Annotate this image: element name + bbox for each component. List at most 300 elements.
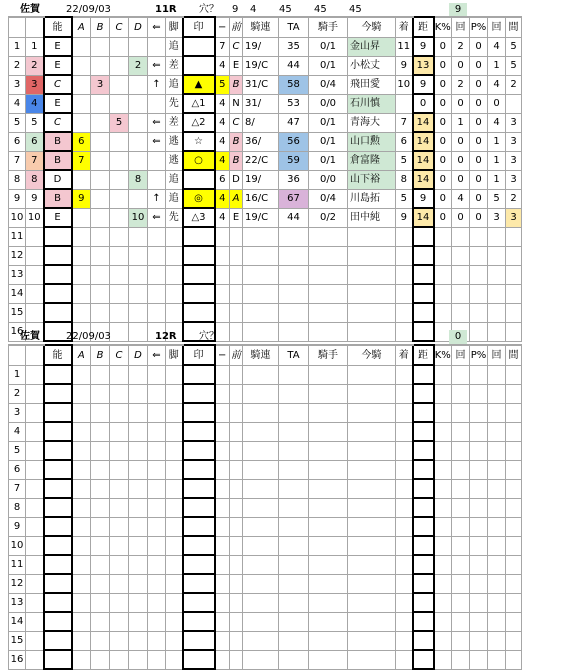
cell-chaku [396, 498, 413, 517]
cell-ta: 58 [279, 75, 309, 94]
cell-b [91, 56, 110, 75]
table-row [9, 555, 522, 574]
cell-kyori: 14 [413, 113, 434, 132]
cell-d [129, 322, 148, 341]
cell-ta [279, 593, 309, 612]
cell-shirushi [183, 37, 215, 56]
cell-kiren [243, 460, 279, 479]
cell-kan: 3 [506, 151, 522, 170]
cell-ta: 56 [279, 132, 309, 151]
cell-n: 5 [9, 441, 26, 460]
cell-konki [348, 650, 396, 669]
cell-d [129, 132, 148, 151]
cell-kai2 [488, 498, 506, 517]
cell-kyaku: 追 [166, 37, 183, 56]
cell-kai2: 1 [488, 170, 506, 189]
cell-shirushi [183, 403, 215, 422]
cell-kyori: 9 [413, 189, 434, 208]
cell-n: 9 [9, 517, 26, 536]
cell-kan [506, 422, 522, 441]
cell-k: 0 [434, 75, 452, 94]
cell-kai2 [488, 303, 506, 322]
col-header-13: TA [279, 345, 309, 365]
cell-kyaku: 逃 [166, 132, 183, 151]
cell-d [129, 94, 148, 113]
cell-kai [452, 365, 470, 384]
cell-kyori [413, 303, 434, 322]
cell-minus: 4 [215, 113, 230, 132]
cell-nou [44, 593, 72, 612]
cell-kai [452, 246, 470, 265]
cell-b [91, 650, 110, 669]
cell-kan: 5 [506, 37, 522, 56]
cell-k [434, 384, 452, 403]
cell-a [72, 612, 91, 631]
cell-p [470, 403, 488, 422]
cell-a [72, 650, 91, 669]
cell-mae [230, 460, 243, 479]
cell-c [110, 56, 129, 75]
cell-shirushi: △2 [183, 113, 215, 132]
cell-mae [230, 536, 243, 555]
cell-d [129, 384, 148, 403]
cell-nou: C [44, 75, 72, 94]
cell-kiren [243, 479, 279, 498]
cell-kan [506, 536, 522, 555]
cell-c [110, 517, 129, 536]
table-row [9, 56, 522, 75]
cell-k: 0 [434, 56, 452, 75]
cell-kai2 [488, 574, 506, 593]
cell-arrow [148, 284, 166, 303]
col-header-14: 騎手 [309, 345, 348, 365]
cell-u [26, 612, 44, 631]
cell-shirushi [183, 246, 215, 265]
cell-minus [215, 631, 230, 650]
cell-chaku [396, 94, 413, 113]
cell-nou: E [44, 37, 72, 56]
cell-shirushi: △3 [183, 208, 215, 227]
cell-mae [230, 517, 243, 536]
cell-u: 10 [26, 208, 44, 227]
cell-kyori: 14 [413, 132, 434, 151]
race1-topnum-3: 45 [314, 4, 327, 15]
cell-minus: 7 [215, 37, 230, 56]
cell-kan [506, 227, 522, 246]
cell-kyaku [166, 303, 183, 322]
cell-chaku [396, 460, 413, 479]
cell-n: 6 [9, 132, 26, 151]
col-header-5: C [110, 345, 129, 365]
cell-n: 4 [9, 94, 26, 113]
cell-kyaku [166, 441, 183, 460]
cell-p: 0 [470, 189, 488, 208]
cell-shirushi: ◎ [183, 189, 215, 208]
cell-c [110, 189, 129, 208]
cell-u [26, 303, 44, 322]
cell-d [129, 284, 148, 303]
cell-kishu [309, 246, 348, 265]
cell-kiren: 36/ [243, 132, 279, 151]
col-header-17: 距 [413, 17, 434, 37]
cell-nou [44, 517, 72, 536]
cell-mae [230, 593, 243, 612]
cell-n: 1 [9, 365, 26, 384]
cell-kai2 [488, 284, 506, 303]
cell-n: 4 [9, 422, 26, 441]
cell-kiren: 8/ [243, 113, 279, 132]
cell-mae [230, 422, 243, 441]
cell-minus [215, 460, 230, 479]
cell-kishu: 0/4 [309, 75, 348, 94]
cell-kishu [309, 498, 348, 517]
cell-minus [215, 246, 230, 265]
cell-kai [452, 265, 470, 284]
cell-b [91, 227, 110, 246]
cell-mae [230, 650, 243, 669]
cell-chaku [396, 322, 413, 341]
col-header-0 [9, 17, 26, 37]
cell-u [26, 498, 44, 517]
cell-nou: B [44, 151, 72, 170]
cell-chaku: 7 [396, 113, 413, 132]
col-header-22: 間 [506, 17, 522, 37]
cell-chaku [396, 612, 413, 631]
cell-kai2 [488, 403, 506, 422]
cell-b [91, 284, 110, 303]
cell-mae [230, 265, 243, 284]
cell-kyaku [166, 593, 183, 612]
cell-kai: 0 [452, 132, 470, 151]
cell-kai [452, 403, 470, 422]
cell-kishu [309, 555, 348, 574]
col-header-17: 距 [413, 345, 434, 365]
cell-c [110, 441, 129, 460]
cell-b [91, 151, 110, 170]
cell-c [110, 246, 129, 265]
cell-minus [215, 555, 230, 574]
cell-n: 13 [9, 265, 26, 284]
cell-arrow [148, 422, 166, 441]
race1-topnum-1: 4 [250, 4, 257, 15]
cell-n: 9 [9, 189, 26, 208]
cell-kai2 [488, 322, 506, 341]
cell-kai: 0 [452, 94, 470, 113]
cell-ta [279, 612, 309, 631]
cell-p: 0 [470, 37, 488, 56]
cell-kyori: 14 [413, 151, 434, 170]
cell-d [129, 574, 148, 593]
cell-nou [44, 498, 72, 517]
cell-kyaku [166, 384, 183, 403]
cell-p [470, 517, 488, 536]
cell-konki [348, 460, 396, 479]
cell-kyori: 14 [413, 170, 434, 189]
cell-c [110, 403, 129, 422]
cell-d: 8 [129, 170, 148, 189]
cell-d [129, 612, 148, 631]
table-row [9, 75, 522, 94]
table-row [9, 365, 522, 384]
cell-c [110, 479, 129, 498]
cell-c [110, 94, 129, 113]
cell-c [110, 650, 129, 669]
cell-n: 16 [9, 650, 26, 669]
cell-p [470, 593, 488, 612]
cell-ta: 44 [279, 56, 309, 75]
cell-kan [506, 593, 522, 612]
cell-ta: 36 [279, 170, 309, 189]
cell-kishu [309, 365, 348, 384]
cell-kyaku: 追 [166, 170, 183, 189]
cell-c [110, 555, 129, 574]
cell-kiren [243, 555, 279, 574]
cell-nou [44, 384, 72, 403]
cell-kishu [309, 322, 348, 341]
cell-p: 0 [470, 56, 488, 75]
table-row [9, 284, 522, 303]
cell-kyaku: 差 [166, 56, 183, 75]
cell-c [110, 593, 129, 612]
table-row [9, 384, 522, 403]
cell-kyaku [166, 460, 183, 479]
cell-arrow [148, 246, 166, 265]
cell-kyori [413, 631, 434, 650]
cell-kyaku: 差 [166, 113, 183, 132]
cell-a [72, 94, 91, 113]
cell-p [470, 460, 488, 479]
table-row [9, 246, 522, 265]
cell-chaku: 9 [396, 208, 413, 227]
cell-d [129, 631, 148, 650]
cell-konki: 倉富隆 [348, 151, 396, 170]
cell-minus: 4 [215, 189, 230, 208]
cell-k [434, 650, 452, 669]
table-row [9, 498, 522, 517]
cell-p [470, 265, 488, 284]
cell-ta [279, 574, 309, 593]
cell-nou: E [44, 208, 72, 227]
col-header-15: 今騎 [348, 17, 396, 37]
col-header-0 [9, 345, 26, 365]
col-header-2: 能 [44, 17, 72, 37]
table-row [9, 536, 522, 555]
cell-n: 15 [9, 631, 26, 650]
cell-chaku: 6 [396, 132, 413, 151]
cell-konki [348, 384, 396, 403]
cell-kai [452, 460, 470, 479]
cell-arrow: ↑ [148, 189, 166, 208]
cell-c [110, 284, 129, 303]
cell-p [470, 574, 488, 593]
cell-kai2 [488, 555, 506, 574]
cell-c [110, 460, 129, 479]
cell-kai2: 4 [488, 113, 506, 132]
cell-kai2 [488, 536, 506, 555]
cell-nou [44, 479, 72, 498]
cell-kan [506, 612, 522, 631]
table-row [9, 574, 522, 593]
cell-a [72, 170, 91, 189]
cell-p [470, 555, 488, 574]
cell-nou: C [44, 113, 72, 132]
col-header-21: 回 [488, 17, 506, 37]
cell-kishu: 0/1 [309, 37, 348, 56]
cell-k: 0 [434, 37, 452, 56]
col-header-12: 騎連 [243, 17, 279, 37]
cell-kan: 2 [506, 189, 522, 208]
cell-k [434, 555, 452, 574]
cell-mae: B [230, 75, 243, 94]
cell-kai [452, 441, 470, 460]
cell-b [91, 574, 110, 593]
cell-n: 8 [9, 498, 26, 517]
table-row [9, 441, 522, 460]
col-header-5: C [110, 17, 129, 37]
table-row [9, 403, 522, 422]
cell-kyori [413, 265, 434, 284]
cell-kan [506, 631, 522, 650]
cell-kyaku: 先 [166, 208, 183, 227]
race1-ana: 穴？ [199, 4, 219, 15]
cell-mae: E [230, 208, 243, 227]
cell-kishu [309, 284, 348, 303]
cell-kyaku [166, 403, 183, 422]
cell-kan: 2 [506, 75, 522, 94]
table-row [9, 265, 522, 284]
cell-b [91, 208, 110, 227]
cell-arrow [148, 593, 166, 612]
race1-topnum-2: 45 [279, 4, 292, 15]
cell-b [91, 113, 110, 132]
cell-d [129, 479, 148, 498]
cell-d [129, 498, 148, 517]
cell-k [434, 441, 452, 460]
cell-kiren: 19/ [243, 170, 279, 189]
cell-d [129, 536, 148, 555]
cell-a [72, 498, 91, 517]
cell-k: 0 [434, 208, 452, 227]
cell-kishu [309, 460, 348, 479]
cell-kai: 0 [452, 151, 470, 170]
cell-shirushi [183, 574, 215, 593]
cell-p: 0 [470, 208, 488, 227]
cell-shirushi [183, 536, 215, 555]
cell-arrow: ↑ [148, 75, 166, 94]
cell-minus [215, 574, 230, 593]
col-header-9: 印 [183, 17, 215, 37]
race2-table [8, 344, 522, 670]
cell-kai [452, 227, 470, 246]
race1-topnum-0: 9 [232, 4, 239, 15]
cell-c [110, 612, 129, 631]
cell-minus [215, 265, 230, 284]
cell-kan [506, 322, 522, 341]
cell-chaku [396, 246, 413, 265]
race1-date: 22/09/03 [66, 4, 111, 15]
cell-mae [230, 479, 243, 498]
cell-b [91, 403, 110, 422]
cell-kyaku [166, 498, 183, 517]
cell-minus: 6 [215, 170, 230, 189]
cell-mae [230, 227, 243, 246]
cell-kyori [413, 403, 434, 422]
cell-kyori: 14 [413, 208, 434, 227]
cell-ta: 44 [279, 208, 309, 227]
cell-k [434, 403, 452, 422]
cell-chaku [396, 650, 413, 669]
cell-konki: 小松丈 [348, 56, 396, 75]
cell-arrow [148, 574, 166, 593]
cell-arrow [148, 479, 166, 498]
cell-kan [506, 441, 522, 460]
cell-kan [506, 403, 522, 422]
cell-a [72, 56, 91, 75]
cell-d [129, 189, 148, 208]
cell-kan [506, 460, 522, 479]
cell-n: 2 [9, 384, 26, 403]
table-row [9, 631, 522, 650]
cell-a [72, 227, 91, 246]
cell-minus [215, 593, 230, 612]
race2-place: 佐賀 [20, 331, 40, 342]
cell-b [91, 479, 110, 498]
cell-kyori [413, 479, 434, 498]
cell-chaku [396, 593, 413, 612]
cell-mae [230, 322, 243, 341]
cell-kan: 3 [506, 170, 522, 189]
cell-b [91, 132, 110, 151]
cell-u [26, 479, 44, 498]
cell-konki [348, 422, 396, 441]
cell-chaku: 8 [396, 170, 413, 189]
cell-kai [452, 574, 470, 593]
cell-kai2 [488, 650, 506, 669]
cell-d [129, 460, 148, 479]
cell-chaku [396, 265, 413, 284]
col-header-6: D [129, 17, 148, 37]
cell-kyori [413, 574, 434, 593]
cell-d [129, 593, 148, 612]
cell-kai2: 5 [488, 189, 506, 208]
cell-k [434, 265, 452, 284]
cell-kai: 2 [452, 37, 470, 56]
cell-ta [279, 460, 309, 479]
cell-k [434, 612, 452, 631]
cell-kai [452, 536, 470, 555]
col-header-1 [26, 17, 44, 37]
cell-nou [44, 650, 72, 669]
cell-c [110, 536, 129, 555]
cell-u [26, 555, 44, 574]
cell-kan [506, 303, 522, 322]
cell-mae: E [230, 56, 243, 75]
cell-ta [279, 265, 309, 284]
race2-date: 22/09/03 [66, 331, 111, 342]
cell-k [434, 460, 452, 479]
table-row [9, 132, 522, 151]
cell-nou: E [44, 94, 72, 113]
cell-k [434, 227, 452, 246]
cell-k: 0 [434, 189, 452, 208]
cell-kai [452, 631, 470, 650]
cell-kai [452, 517, 470, 536]
cell-c [110, 132, 129, 151]
cell-nou [44, 555, 72, 574]
cell-p [470, 227, 488, 246]
cell-arrow [148, 460, 166, 479]
cell-chaku [396, 517, 413, 536]
